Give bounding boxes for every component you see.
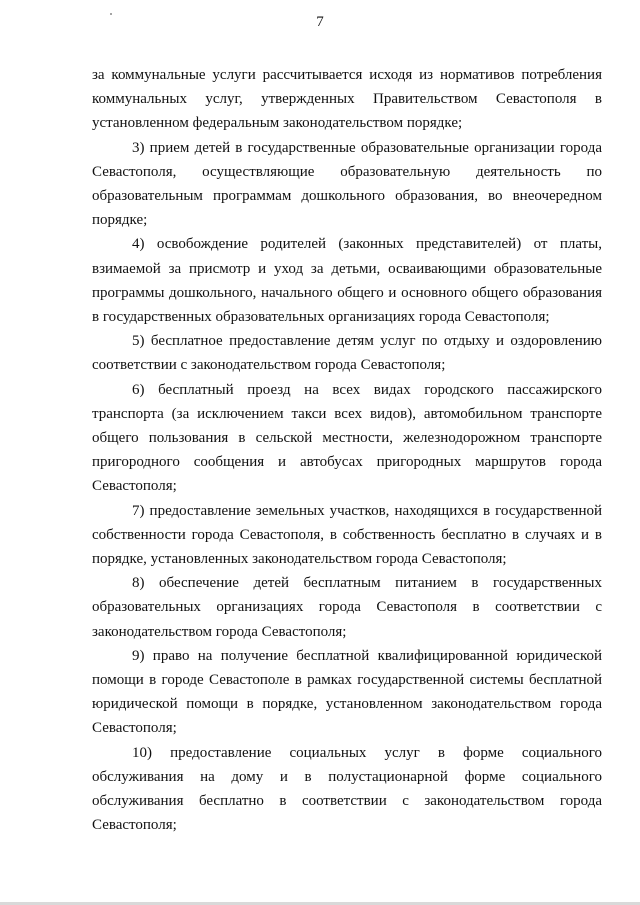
paragraph-continuation: за коммунальные услуги рассчитывается исходя из нормативов потребления коммунальных услуг, утвержденных Правительством Севастополя в установленном федеральным законодательством порядке;	[92, 67, 602, 132]
paragraph-item-3: 3) прием детей в государственные образовательные организации города Севастополя, осуществляющие образовательную деятельность по образовательным программам дошкольного образования, во внеочередном порядке;	[92, 139, 602, 229]
paragraph-item-10: 10) предоставление социальных услуг в форме социального обслуживания на дому и в полустационарной форме социального обслуживания бесплатно в соответствии с законодательством города Севастополя;	[92, 744, 602, 834]
paragraph-item-8: 8) обеспечение детей бесплатным питанием в государственных образовательных организациях города Севастополя в соответствии с законодательством города Севастополя;	[92, 575, 602, 640]
document-body	[92, 63, 602, 838]
paragraph-item-9: 9) право на получение бесплатной квалифицированной юридической помощи в городе Севастополе в рамках государственной системы бесплатной юридической помощи в порядке, установленном законодательством города Севастополя;	[92, 647, 602, 737]
paragraph-item-5: 5) бесплатное предоставление детям услуг по отдыху и оздоровлению соответствии с законодательством города Севастополя;	[92, 333, 602, 374]
paragraph-item-6: 6) бесплатный проезд на всех видах городского пассажирского транспорта (за исключением такси всех видов), автомобильном транспорте общего пользования в сельской местности, железнодорожном транспорте пригородного сообщения и автобусах пригородных маршрутов города Севастополя;	[92, 381, 602, 495]
paragraph-item-4: 4) освобождение родителей (законных представителей) от платы, взимаемой за присмотр и уход за детьми, осваивающими образовательные программы дошкольного, начального общего и основного общего образования в государственных образовательных организациях города Севастополя;	[92, 236, 602, 326]
page-number: 7	[316, 14, 324, 30]
paragraph-item-7: 7) предоставление земельных участков, находящихся в государственной собственности города Севастополя, в собственность бесплатно в случаях и в порядке, установленных законодательством города Севастополя;	[92, 502, 602, 568]
